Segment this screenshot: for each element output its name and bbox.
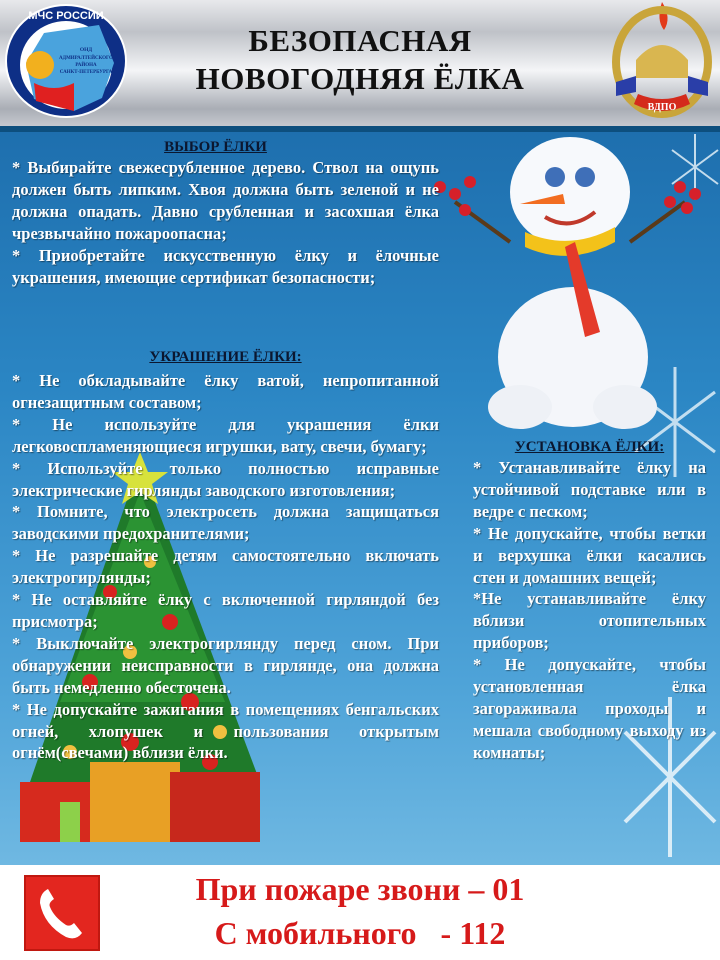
svg-text:ВДПО: ВДПО: [647, 102, 677, 113]
list-item: * Помните, что электросеть должна защищаться заводскими предохранителями;: [12, 502, 439, 544]
list-item: * Не оставляйте ёлку с включенной гирляндой без присмотра;: [12, 590, 439, 631]
list-item: * Выключайте электрогирлянду перед сном. При обнаружении неисправности в гирлянде, она должна быть немедленно обесточена.: [12, 633, 439, 697]
list-item: *Не устанавливайте ёлку вблизи отопительных приборов;: [473, 589, 706, 653]
mchs-logo: [4, 3, 128, 119]
vdpo-emblem: [606, 0, 718, 126]
list-item: * Выбирайте свежесрубленное дерево. Ствол на ощупь должен быть липким. Хвоя должна быть зеленой и не должна опадать. Давно срубленная и засохшая ёлка чрезвычайно пожароопасна;: [12, 158, 439, 243]
svg-text:МЧС РОССИИ: МЧС РОССИИ: [28, 10, 104, 22]
section-heading: УКРАШЕНИЕ ЁЛКИ:: [149, 349, 302, 365]
page-title: [150, 22, 570, 98]
list-item: * Не обкладывайте ёлку ватой, непропитанной огнезащитным составом;: [12, 371, 439, 412]
section-tree-choice: [12, 137, 439, 288]
list-item: * Не допускайте зажигания в помещениях бенгальских огней, хлопушек и пользования открытым огнём(свечами) вблизи ёлки.: [12, 699, 439, 763]
title-line-2: НОВОГОДНЯЯ ЁЛКА: [195, 61, 525, 96]
list-item: * Приобретайте искусственную ёлку и ёлочные украшения, имеющие сертификат безопасности;: [12, 245, 439, 287]
svg-text:РАЙОНА: РАЙОНА: [75, 63, 97, 68]
svg-text:САНКТ-ПЕТЕРБУРГА: САНКТ-ПЕТЕРБУРГА: [59, 70, 113, 75]
snowman-illustration: [425, 132, 720, 432]
list-item: * Не разрешайте детям самостоятельно включать электрогирлянды;: [12, 546, 439, 588]
poster-body: [0, 132, 720, 865]
mobile-number-line: С мобильного - 112: [214, 915, 506, 951]
list-item: * Используйте только полностью исправные электрические гирлянды заводского изготовления;: [12, 458, 439, 500]
section-tree-installation: [473, 437, 706, 764]
svg-text:АДМИРАЛТЕЙСКОГО: АДМИРАЛТЕЙСКОГО: [59, 56, 113, 61]
list-item: * Не используйте для украшения ёлки легковоспламеняющиеся игрушки, вату, свечи, бумагу;: [12, 414, 439, 456]
section-tree-decoration: [12, 347, 439, 764]
header: [0, 0, 720, 128]
list-item: * Устанавливайте ёлку на устойчивой подставке или в ведре с песком;: [473, 458, 706, 521]
footer-emergency: [0, 865, 720, 960]
phone-icon: [24, 875, 100, 951]
list-item: * Не допускайте, чтобы установленная ёлка загораживала проходы и мешала свободному выходу из комнаты;: [473, 655, 706, 762]
svg-text:ОНД: ОНД: [79, 47, 93, 53]
list-item: * Не допускайте, чтобы ветки и верхушка ёлки касались стен и домашних вещей;: [473, 523, 706, 587]
section-heading: УСТАНОВКА ЁЛКИ:: [514, 439, 665, 455]
title-line-1: БЕЗОПАСНАЯ: [248, 23, 472, 58]
emergency-number-line: При пожаре звони – 01: [195, 871, 525, 907]
section-heading: ВЫБОР ЁЛКИ: [164, 139, 267, 155]
